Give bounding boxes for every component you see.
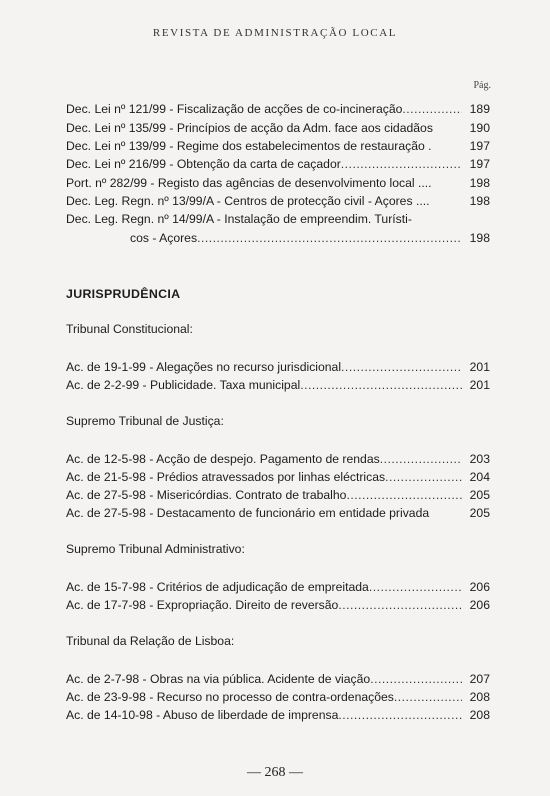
- dot-leader: [402, 102, 462, 117]
- entry-title: Ac. de 17-7-98 - Expropriação. Direito de reversão: [66, 598, 339, 612]
- entry-page: 203: [469, 452, 490, 466]
- entry-title: Ac. de 2-2-99 - Publicidade. Taxa municipal: [66, 378, 301, 392]
- dot-leader: [370, 672, 462, 687]
- dot-leader: [300, 378, 462, 393]
- entry-title: Ac. de 21-5-98 - Prédios atravessados por linhas eléctricas: [66, 470, 386, 484]
- dot-leader: [380, 452, 462, 467]
- toc-entry: [66, 360, 490, 375]
- dot-leader: [369, 580, 462, 595]
- entry-page: 208: [469, 690, 490, 704]
- dot-leader: [341, 360, 462, 375]
- toc-entry: [66, 194, 490, 209]
- entry-title: cos - Açores: [130, 231, 198, 245]
- entry-page: 204: [469, 470, 490, 484]
- dot-leader: [197, 231, 462, 246]
- entry-page: 206: [469, 598, 490, 612]
- entry-title: Dec. Lei nº 121/99 - Fiscalização de acções de co-incineração: [66, 102, 403, 116]
- toc-entry: [66, 690, 490, 705]
- entry-page: 197: [469, 139, 490, 153]
- page-column-label: Pág.: [473, 80, 491, 91]
- entry-title: Ac. de 14-10-98 - Abuso de liberdade de imprensa: [66, 708, 339, 722]
- entry-title: Ac. de 2-7-98 - Obras na via pública. Acidente de viação: [66, 672, 371, 686]
- entry-page: 205: [469, 488, 490, 502]
- entry-page: 190: [469, 121, 490, 135]
- toc-entry: [66, 102, 490, 117]
- toc-entry: [66, 378, 490, 393]
- court-name: Tribunal da Relação de Lisboa:: [66, 634, 235, 648]
- entry-title: Ac. de 12-5-98 - Acção de despejo. Pagamento de rendas: [66, 452, 380, 466]
- entry-title: Dec. Leg. Regn. nº 13/99/A - Centros de protecção civil - Açores ....: [66, 194, 430, 208]
- toc-entry: [66, 452, 490, 467]
- toc-entry: [66, 672, 490, 687]
- toc-entry: [66, 157, 490, 172]
- entry-page: 198: [469, 231, 490, 245]
- entry-title: Dec. Lei nº 135/99 - Princípios de acção da Adm. face aos cidadãos: [66, 121, 433, 135]
- entry-title: Dec. Leg. Regn. nº 14/99/A - Instalação de empreendim. Turísti-: [66, 212, 412, 226]
- entry-title: Port. nº 282/99 - Registo das agências de desenvolvimento local ....: [66, 176, 432, 190]
- entry-title: Dec. Lei nº 216/99 - Obtenção da carta de caçador: [66, 157, 341, 171]
- entry-page: 206: [469, 580, 490, 594]
- entry-title: Ac. de 15-7-98 - Critérios de adjudicação de empreitada: [66, 580, 369, 594]
- entry-title: Dec. Lei nº 139/99 - Regime dos estabelecimentos de restauração .: [66, 139, 432, 153]
- entry-page: 197: [469, 157, 490, 171]
- dot-leader: [338, 708, 462, 723]
- entry-page: 207: [469, 672, 490, 686]
- toc-entry: [66, 708, 490, 723]
- toc-entry: [66, 212, 490, 227]
- entry-title: Ac. de 27-5-98 - Destacamento de funcionário em entidade privada: [66, 506, 430, 520]
- entry-page: 189: [469, 102, 490, 116]
- toc-entry: [66, 488, 490, 503]
- running-header: REVISTA DE ADMINISTRAÇÃO LOCAL: [152, 27, 398, 39]
- toc-entry: [66, 139, 490, 154]
- entry-page: 201: [469, 360, 490, 374]
- toc-entry: [66, 176, 490, 191]
- section-heading: JURISPRUDÊNCIA: [66, 287, 181, 301]
- dot-leader: [341, 157, 462, 172]
- court-name: Supremo Tribunal de Justiça:: [66, 414, 224, 428]
- entry-page: 205: [469, 506, 490, 520]
- entry-page: 198: [469, 194, 490, 208]
- dot-leader: [394, 690, 462, 705]
- entry-title: Ac. de 27-5-98 - Misericórdias. Contrato de trabalho: [66, 488, 347, 502]
- toc-entry: [66, 470, 490, 485]
- dot-leader: [385, 470, 462, 485]
- entry-page: 208: [469, 708, 490, 722]
- page-number-footer: — 268 —: [247, 765, 303, 780]
- toc-entry-continuation: [130, 231, 490, 246]
- entry-page: 201: [469, 378, 490, 392]
- toc-entry: [66, 580, 490, 595]
- toc-entry: [66, 598, 490, 613]
- entry-title: Ac. de 23-9-98 - Recurso no processo de contra-ordenações: [66, 690, 394, 704]
- dot-leader: [346, 488, 462, 503]
- court-name: Tribunal Constitucional:: [66, 322, 193, 336]
- court-name: Supremo Tribunal Administrativo:: [66, 542, 245, 556]
- dot-leader: [338, 598, 462, 613]
- toc-entry: [66, 121, 490, 136]
- entry-title: Ac. de 19-1-99 - Alegações no recurso jurisdicional: [66, 360, 342, 374]
- entry-page: 198: [469, 176, 490, 190]
- toc-entry: [66, 506, 490, 521]
